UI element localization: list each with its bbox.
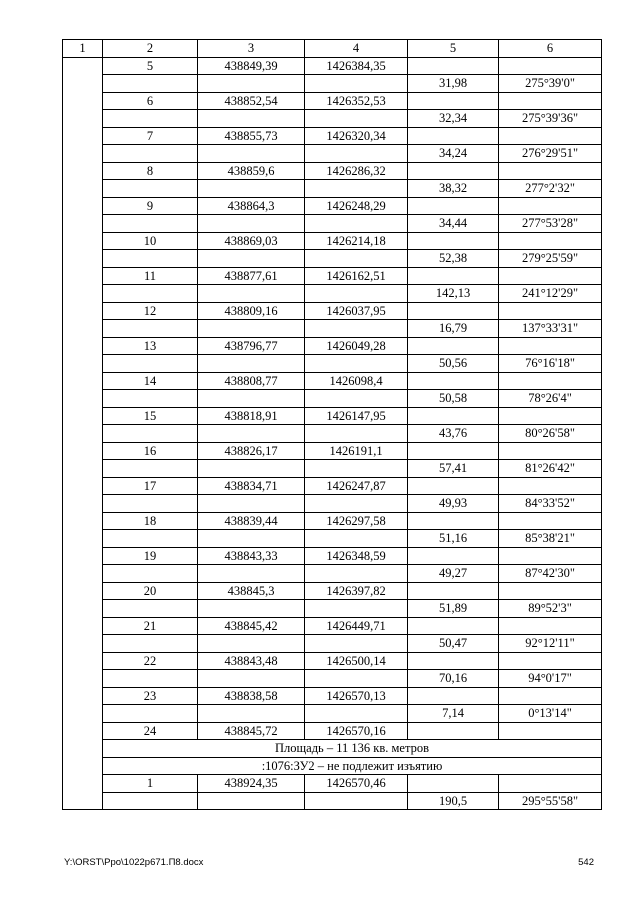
footer-file-path: Y:\ORST\Ppo\1022p671.П8.docx	[64, 857, 204, 868]
empty-cell	[103, 390, 198, 408]
empty-cell	[198, 75, 305, 93]
empty-cell	[305, 285, 408, 303]
segment-row	[63, 390, 602, 408]
empty-cell	[499, 687, 602, 705]
segment-length: 38,32	[408, 180, 499, 198]
empty-cell	[408, 442, 499, 460]
segment-row	[63, 705, 602, 723]
empty-cell	[198, 215, 305, 233]
segment-bearing: 295°55'58"	[499, 792, 602, 810]
header-cell: 5	[408, 40, 499, 58]
empty-cell	[103, 180, 198, 198]
coordinate-y: 1426570,16	[305, 722, 408, 740]
segment-row	[63, 215, 602, 233]
empty-cell	[198, 355, 305, 373]
point-row	[63, 547, 602, 565]
segment-bearing: 277°53'28"	[499, 215, 602, 233]
segment-bearing: 85°38'21"	[499, 530, 602, 548]
empty-cell	[408, 617, 499, 635]
empty-cell	[103, 355, 198, 373]
coordinate-y: 1426248,29	[305, 197, 408, 215]
table-body	[63, 40, 602, 810]
point-number: 15	[103, 407, 198, 425]
point-row	[63, 407, 602, 425]
empty-cell	[305, 110, 408, 128]
empty-cell	[305, 180, 408, 198]
segment-bearing: 241°12'29"	[499, 285, 602, 303]
segment-length: 34,24	[408, 145, 499, 163]
empty-cell	[103, 145, 198, 163]
coordinate-x: 438845,72	[198, 722, 305, 740]
empty-cell	[198, 285, 305, 303]
segment-row	[63, 425, 602, 443]
empty-cell	[198, 145, 305, 163]
segment-length: 50,58	[408, 390, 499, 408]
empty-cell	[408, 775, 499, 793]
point-row	[63, 512, 602, 530]
coordinate-y: 1426247,87	[305, 477, 408, 495]
empty-cell	[408, 407, 499, 425]
coordinate-x: 438869,03	[198, 232, 305, 250]
empty-cell	[103, 285, 198, 303]
empty-cell	[408, 722, 499, 740]
coordinate-y: 1426384,35	[305, 57, 408, 75]
point-number: 8	[103, 162, 198, 180]
segment-length: 52,38	[408, 250, 499, 268]
segment-row	[63, 565, 602, 583]
empty-cell	[198, 390, 305, 408]
empty-cell	[103, 792, 198, 810]
segment-row	[63, 792, 602, 810]
empty-cell	[499, 442, 602, 460]
coordinate-y: 1426500,14	[305, 652, 408, 670]
empty-cell	[103, 110, 198, 128]
segment-bearing: 76°16'18"	[499, 355, 602, 373]
empty-cell	[305, 565, 408, 583]
empty-cell	[499, 127, 602, 145]
segment-bearing: 0°13'14"	[499, 705, 602, 723]
empty-cell	[499, 92, 602, 110]
segment-bearing: 78°26'4"	[499, 390, 602, 408]
empty-cell	[499, 162, 602, 180]
empty-cell	[305, 495, 408, 513]
empty-cell	[499, 302, 602, 320]
point-row	[63, 232, 602, 250]
coordinate-y: 1426348,59	[305, 547, 408, 565]
empty-cell	[198, 495, 305, 513]
empty-cell	[499, 197, 602, 215]
coordinate-x: 438864,3	[198, 197, 305, 215]
segment-row	[63, 670, 602, 688]
empty-cell	[198, 110, 305, 128]
point-row	[63, 775, 602, 793]
coordinate-x: 438838,58	[198, 687, 305, 705]
coordinate-y: 1426147,95	[305, 407, 408, 425]
empty-cell	[408, 197, 499, 215]
empty-cell	[103, 425, 198, 443]
empty-cell	[305, 390, 408, 408]
point-row	[63, 57, 602, 75]
point-number: 10	[103, 232, 198, 250]
segment-bearing: 87°42'30"	[499, 565, 602, 583]
coordinate-x: 438834,71	[198, 477, 305, 495]
segment-length: 31,98	[408, 75, 499, 93]
point-number: 14	[103, 372, 198, 390]
empty-cell	[103, 635, 198, 653]
empty-cell	[499, 407, 602, 425]
empty-cell	[305, 320, 408, 338]
point-row	[63, 337, 602, 355]
empty-cell	[198, 180, 305, 198]
span-text: Площадь – 11 136 кв. метров	[103, 740, 602, 758]
point-number: 24	[103, 722, 198, 740]
segment-bearing: 81°26'42"	[499, 460, 602, 478]
segment-length: 49,27	[408, 565, 499, 583]
point-row	[63, 372, 602, 390]
header-row	[63, 40, 602, 58]
coordinates-table	[62, 39, 602, 810]
empty-cell	[198, 670, 305, 688]
point-row	[63, 162, 602, 180]
segment-bearing: 276°29'51"	[499, 145, 602, 163]
segment-bearing: 277°2'32"	[499, 180, 602, 198]
empty-cell	[305, 215, 408, 233]
segment-row	[63, 145, 602, 163]
coordinate-y: 1426286,32	[305, 162, 408, 180]
empty-cell	[408, 477, 499, 495]
coordinate-x: 438809,16	[198, 302, 305, 320]
empty-cell	[305, 145, 408, 163]
segment-length: 190,5	[408, 792, 499, 810]
point-number: 6	[103, 92, 198, 110]
segment-row	[63, 110, 602, 128]
empty-cell	[103, 495, 198, 513]
header-cell: 6	[499, 40, 602, 58]
empty-cell	[499, 512, 602, 530]
empty-cell	[408, 57, 499, 75]
empty-cell	[499, 652, 602, 670]
point-number: 21	[103, 617, 198, 635]
segment-row	[63, 285, 602, 303]
point-number: 11	[103, 267, 198, 285]
segment-row	[63, 460, 602, 478]
empty-cell	[499, 267, 602, 285]
point-number: 18	[103, 512, 198, 530]
empty-cell	[305, 705, 408, 723]
segment-row	[63, 530, 602, 548]
empty-cell	[198, 530, 305, 548]
header-cell: 4	[305, 40, 408, 58]
empty-cell	[408, 302, 499, 320]
empty-cell	[103, 460, 198, 478]
point-number: 12	[103, 302, 198, 320]
segment-length: 142,13	[408, 285, 499, 303]
coordinate-x: 438849,39	[198, 57, 305, 75]
coordinate-x: 438826,17	[198, 442, 305, 460]
coordinate-y: 1426191,1	[305, 442, 408, 460]
coordinate-y: 1426214,18	[305, 232, 408, 250]
point-number: 5	[103, 57, 198, 75]
empty-cell	[499, 582, 602, 600]
segment-row	[63, 75, 602, 93]
point-number: 1	[103, 775, 198, 793]
empty-cell	[103, 215, 198, 233]
empty-cell	[305, 792, 408, 810]
empty-cell	[499, 547, 602, 565]
coordinate-y: 1426449,71	[305, 617, 408, 635]
coordinate-y: 1426320,34	[305, 127, 408, 145]
coordinate-x: 438845,42	[198, 617, 305, 635]
span-text: :1076:ЗУ2 – не подлежит изъятию	[103, 757, 602, 775]
segment-bearing: 80°26'58"	[499, 425, 602, 443]
empty-cell	[408, 652, 499, 670]
coordinate-x: 438859,6	[198, 162, 305, 180]
footer-page-number: 542	[578, 857, 594, 868]
coordinate-x: 438855,73	[198, 127, 305, 145]
empty-cell	[198, 425, 305, 443]
coordinate-y: 1426037,95	[305, 302, 408, 320]
empty-cell	[198, 600, 305, 618]
point-row	[63, 267, 602, 285]
segment-row	[63, 495, 602, 513]
empty-cell	[499, 57, 602, 75]
segment-length: 43,76	[408, 425, 499, 443]
empty-cell	[198, 320, 305, 338]
empty-cell	[499, 232, 602, 250]
segment-bearing: 84°33'52"	[499, 495, 602, 513]
coordinate-y: 1426297,58	[305, 512, 408, 530]
empty-cell	[408, 232, 499, 250]
empty-cell	[408, 267, 499, 285]
coordinate-x: 438845,3	[198, 582, 305, 600]
point-row	[63, 722, 602, 740]
segment-bearing: 279°25'59"	[499, 250, 602, 268]
empty-cell	[408, 92, 499, 110]
segment-bearing: 92°12'11"	[499, 635, 602, 653]
point-row	[63, 617, 602, 635]
segment-length: 51,16	[408, 530, 499, 548]
segment-row	[63, 635, 602, 653]
empty-cell	[408, 337, 499, 355]
empty-cell	[103, 75, 198, 93]
point-number: 9	[103, 197, 198, 215]
segment-length: 7,14	[408, 705, 499, 723]
empty-cell	[198, 565, 305, 583]
coordinate-y: 1426098,4	[305, 372, 408, 390]
point-number: 19	[103, 547, 198, 565]
empty-cell	[305, 670, 408, 688]
segment-bearing: 89°52'3"	[499, 600, 602, 618]
segment-length: 16,79	[408, 320, 499, 338]
segment-length: 32,34	[408, 110, 499, 128]
empty-cell	[103, 320, 198, 338]
coordinate-y: 1426162,51	[305, 267, 408, 285]
empty-cell	[499, 775, 602, 793]
empty-cell	[408, 582, 499, 600]
empty-cell	[198, 792, 305, 810]
point-row	[63, 92, 602, 110]
coordinate-x: 438924,35	[198, 775, 305, 793]
coordinate-x: 438808,77	[198, 372, 305, 390]
coordinate-y: 1426352,53	[305, 92, 408, 110]
point-number: 16	[103, 442, 198, 460]
empty-cell	[305, 425, 408, 443]
coordinate-x: 438843,33	[198, 547, 305, 565]
coordinate-x: 438877,61	[198, 267, 305, 285]
coordinate-x: 438843,48	[198, 652, 305, 670]
empty-cell	[103, 705, 198, 723]
segment-bearing: 275°39'0"	[499, 75, 602, 93]
point-number: 20	[103, 582, 198, 600]
empty-cell	[305, 635, 408, 653]
coordinate-x: 438839,44	[198, 512, 305, 530]
point-row	[63, 127, 602, 145]
segment-row	[63, 250, 602, 268]
col1-merged-cell	[63, 57, 103, 810]
segment-bearing: 275°39'36"	[499, 110, 602, 128]
segment-length: 70,16	[408, 670, 499, 688]
segment-length: 57,41	[408, 460, 499, 478]
empty-cell	[103, 250, 198, 268]
empty-cell	[408, 687, 499, 705]
coordinate-y: 1426570,46	[305, 775, 408, 793]
segment-row	[63, 600, 602, 618]
point-row	[63, 302, 602, 320]
coordinate-x: 438852,54	[198, 92, 305, 110]
point-number: 17	[103, 477, 198, 495]
empty-cell	[103, 565, 198, 583]
empty-cell	[305, 250, 408, 268]
empty-cell	[198, 250, 305, 268]
empty-cell	[305, 460, 408, 478]
span-row	[63, 757, 602, 775]
point-row	[63, 652, 602, 670]
point-number: 22	[103, 652, 198, 670]
empty-cell	[198, 705, 305, 723]
empty-cell	[499, 372, 602, 390]
empty-cell	[305, 530, 408, 548]
point-row	[63, 197, 602, 215]
empty-cell	[408, 547, 499, 565]
point-row	[63, 687, 602, 705]
span-row	[63, 740, 602, 758]
segment-bearing: 94°0'17"	[499, 670, 602, 688]
empty-cell	[198, 635, 305, 653]
coordinate-x: 438796,77	[198, 337, 305, 355]
segment-length: 50,56	[408, 355, 499, 373]
segment-row	[63, 320, 602, 338]
segment-length: 49,93	[408, 495, 499, 513]
empty-cell	[103, 670, 198, 688]
empty-cell	[499, 337, 602, 355]
point-number: 23	[103, 687, 198, 705]
empty-cell	[103, 530, 198, 548]
empty-cell	[499, 617, 602, 635]
header-cell: 3	[198, 40, 305, 58]
empty-cell	[499, 722, 602, 740]
point-number: 13	[103, 337, 198, 355]
coordinate-y: 1426397,82	[305, 582, 408, 600]
empty-cell	[305, 355, 408, 373]
header-cell: 1	[63, 40, 103, 58]
coordinate-x: 438818,91	[198, 407, 305, 425]
segment-bearing: 137°33'31"	[499, 320, 602, 338]
empty-cell	[499, 477, 602, 495]
coordinate-y: 1426049,28	[305, 337, 408, 355]
segment-length: 50,47	[408, 635, 499, 653]
segment-length: 51,89	[408, 600, 499, 618]
segment-length: 34,44	[408, 215, 499, 233]
point-row	[63, 477, 602, 495]
empty-cell	[305, 600, 408, 618]
segment-row	[63, 180, 602, 198]
segment-row	[63, 355, 602, 373]
empty-cell	[198, 460, 305, 478]
point-number: 7	[103, 127, 198, 145]
empty-cell	[305, 75, 408, 93]
empty-cell	[408, 127, 499, 145]
empty-cell	[408, 372, 499, 390]
empty-cell	[408, 512, 499, 530]
coordinate-y: 1426570,13	[305, 687, 408, 705]
point-row	[63, 582, 602, 600]
point-row	[63, 442, 602, 460]
header-cell: 2	[103, 40, 198, 58]
empty-cell	[103, 600, 198, 618]
empty-cell	[408, 162, 499, 180]
